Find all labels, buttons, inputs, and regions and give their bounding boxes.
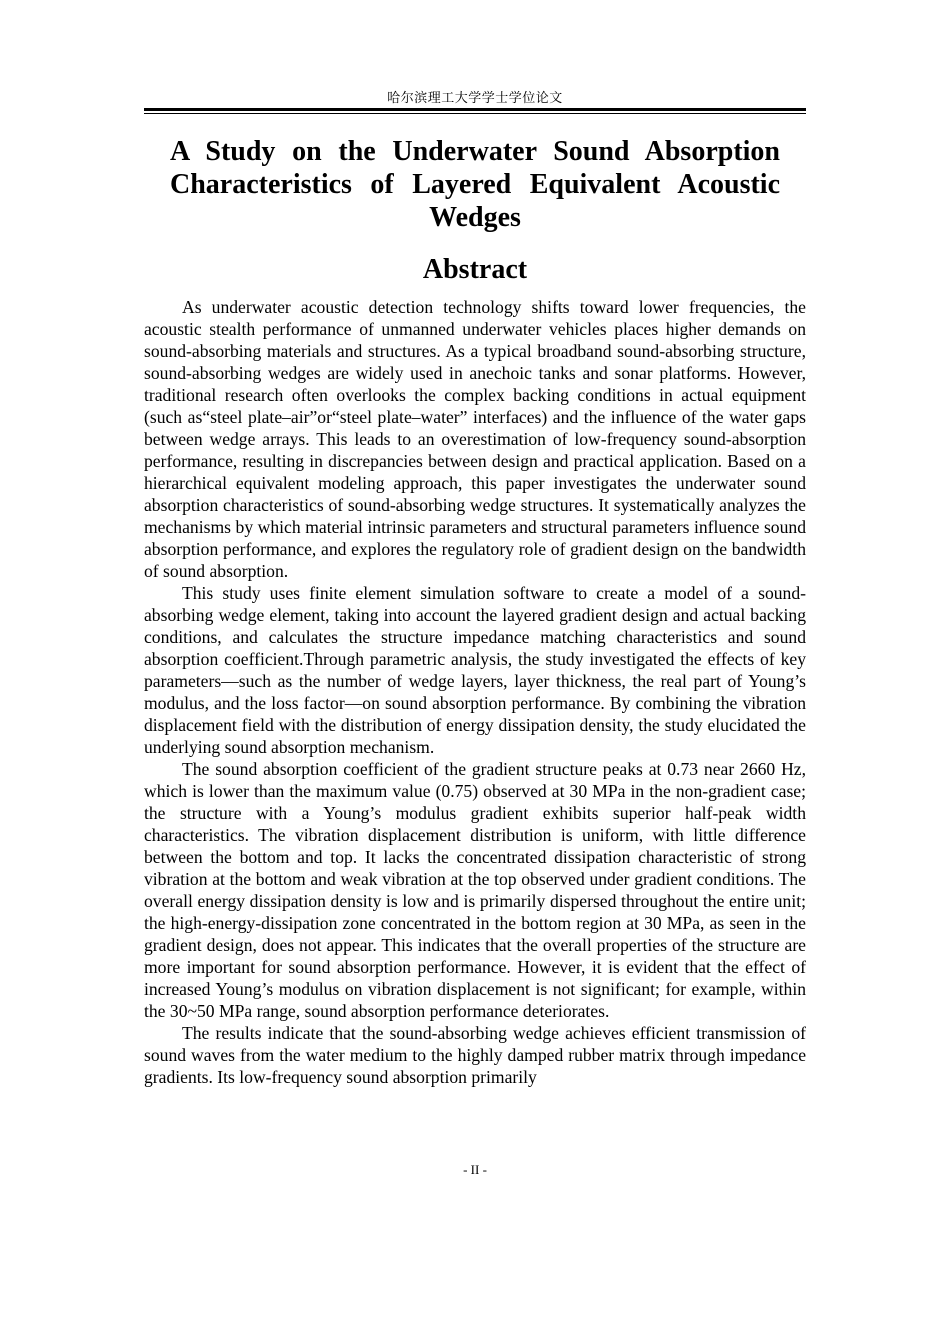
abstract-paragraph: The results indicate that the sound-absorbing wedge achieves efficient transmission of sound waves from the water medium to the highly damped rubber matrix through impedance gradients. Its low-frequency sound absorption primarily	[144, 1023, 806, 1087]
abstract-body	[144, 296, 806, 1088]
running-header: 哈尔滨理工大学学士学位论文	[387, 90, 563, 105]
page-number: - II -	[463, 1162, 487, 1177]
abstract-heading: Abstract	[422, 254, 528, 285]
abstract-paragraph: As underwater acoustic detection technology shifts toward lower frequencies, the acoustic stealth performance of unmanned underwater vehicles places higher demands on sound-absorbing materials and structures. As a typical broadband sound-absorbing structure, sound-absorbing wedges are widely used in anechoic tanks and sonar platforms. However, traditional research often overlooks the complex backing conditions in actual equipment (such as“steel plate–air”or“steel plate–water” interfaces) and the influence of the water gaps between wedge arrays. This leads to an overestimation of low-frequency sound-absorption performance, resulting in discrepancies between design and practical application. Based on a hierarchical equivalent modeling approach, this paper investigates the underwater sound absorption characteristics of sound-absorbing wedge structures. It systematically analyzes the mechanisms by which material intrinsic parameters and structural parameters influence sound absorption performance, and explores the regulatory role of gradient design on the bandwidth of sound absorption.	[144, 297, 806, 581]
header-rule-thick	[144, 108, 806, 111]
abstract-paragraph: This study uses finite element simulation software to create a model of a sound-absorbing wedge element, taking into account the layered gradient design and actual backing conditions, and calculates the structure impedance matching characteristics and sound absorption coefficient.Through parametric analysis, the study investigated the effects of key parameters—such as the number of wedge layers, layer thickness, the real part of Young’s modulus, and the loss factor—on sound absorption performance. By combining the vibration displacement field with the distribution of energy dissipation density, the study elucidated the underlying sound absorption mechanism.	[144, 583, 806, 757]
thesis-title: A Study on the Underwater Sound Absorption Characteristics of Layered Equivalent Acoustic Wedges	[170, 136, 780, 233]
abstract-paragraph: The sound absorption coefficient of the gradient structure peaks at 0.73 near 2660 Hz, which is lower than the maximum value (0.75) observed at 30 MPa in the non-gradient case; the structure with a Young’s modulus gradient exhibits superior half-peak width characteristics. The vibration displacement distribution is uniform, with little difference between the bottom and top. It lacks the concentrated dissipation characteristic of strong vibration at the bottom and weak vibration at the top observed under gradient conditions. The overall energy dissipation density is low and is primarily dispersed throughout the entire unit; the high-energy-dissipation zone concentrated in the bottom region at 30 MPa, as seen in the gradient design, does not appear. This indicates that the overall properties of the structure are more important for sound absorption performance. However, it is evident that the effect of increased Young’s modulus on vibration displacement is not significant; for example, within the 30~50 MPa range, sound absorption performance deteriorates.	[144, 759, 806, 1021]
header-rule-thin	[144, 113, 806, 114]
